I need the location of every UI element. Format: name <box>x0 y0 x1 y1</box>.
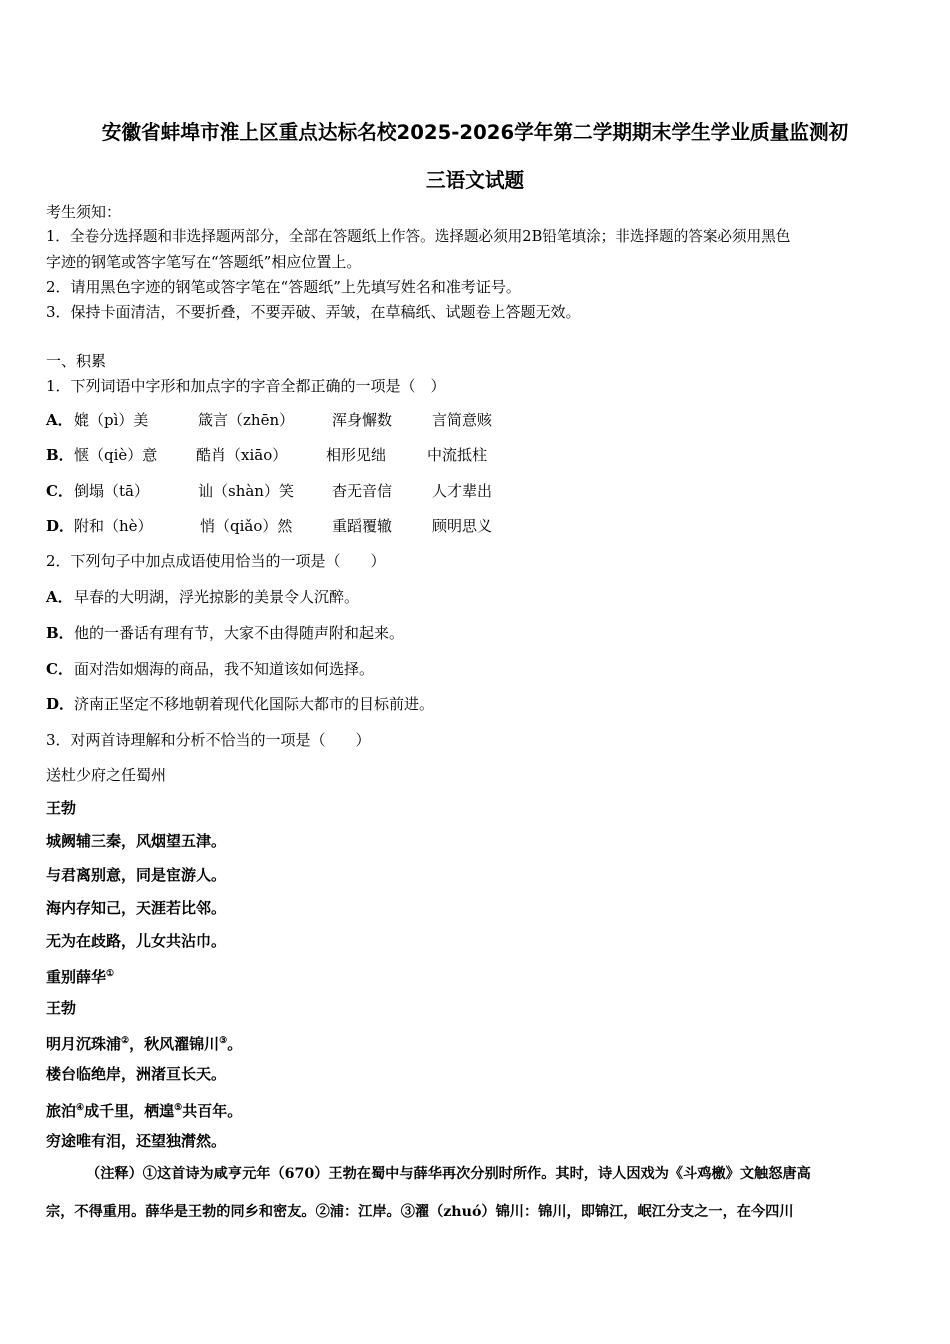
poem-1-title: 送杜少府之任蜀州 <box>46 766 167 784</box>
option-text: 早春的大明湖，浮光掠影的美景令人沉醉。 <box>74 588 360 606</box>
option-word: 杳无音信 <box>332 482 393 500</box>
poem-text: 旅泊 <box>46 1102 77 1120</box>
option-key: A． <box>46 411 73 429</box>
option-word: 箴言（zhēn） <box>198 411 295 429</box>
question-3-stem: 3．对两首诗理解和分析不恰当的一项是（ ） <box>46 731 371 749</box>
option-key: C． <box>46 660 73 678</box>
option-word: 浑身懈数 <box>332 411 393 429</box>
poem-2-author: 王勃 <box>46 999 77 1017</box>
poem-2-line-4: 穷途唯有泪，还望独潸然。 <box>46 1132 227 1150</box>
notice-item-2: 2．请用黑色字迹的钢笔或答字笔在“答题纸”上先填写姓名和准考证号。 <box>46 278 521 296</box>
section-heading: 一、积累 <box>46 352 107 370</box>
notice-item-3: 3．保持卡面清洁，不要折叠，不要弄破、弄皱，在草稿纸、试题卷上答题无效。 <box>46 303 581 321</box>
option-word: 酷肖（xiāo） <box>196 446 288 464</box>
option-word: 悄（qiǎo）然 <box>200 517 293 535</box>
option-key: D． <box>46 695 75 713</box>
poem-text: 共百年。 <box>182 1102 243 1120</box>
option-word: 人才辈出 <box>432 482 493 500</box>
option-word: 惬（qiè）意 <box>74 446 158 464</box>
poem-note-line-2: 宗，不得重用。薛华是王勃的同乡和密友。②浦：江岸。③濯（zhuó）锦川：锦川，即锦江，岷江分支之一，在今四川 <box>46 1204 794 1220</box>
option-key: C． <box>46 482 73 500</box>
footnote-marker: ③ <box>219 1036 228 1046</box>
question-2-stem: 2．下列句子中加点成语使用恰当的一项是（ ） <box>46 552 386 570</box>
exam-title-line2: 三语文试题 <box>425 169 525 192</box>
option-word: 附和（hè） <box>74 517 153 535</box>
poem-1-line-1: 城阙辅三秦，风烟望五津。 <box>46 832 227 850</box>
option-word: 相形见绌 <box>326 446 387 464</box>
option-word: 媲（pì）美 <box>74 411 149 429</box>
notice-item-1a: 1．全卷分选择题和非选择题两部分，全部在答题纸上作答。选择题必须用2B铅笔填涂；非选择题的答案必须用黑色 <box>46 228 791 245</box>
option-word: 讪（shàn）笑 <box>198 482 294 500</box>
poem-1-line-4: 无为在歧路，儿女共沾巾。 <box>46 932 227 950</box>
option-word: 言简意赅 <box>432 411 493 429</box>
poem-text: 成千里，栖遑 <box>84 1102 175 1120</box>
option-word: 顾明思义 <box>432 517 493 535</box>
poem-text: 明月沉珠浦 <box>46 1035 122 1053</box>
option-text: 面对浩如烟海的商品，我不知道该如何选择。 <box>74 660 375 678</box>
poem-2-line-2: 楼台临绝岸，洲渚亘长天。 <box>46 1065 227 1083</box>
option-word: 中流抵柱 <box>427 446 488 464</box>
poem-text: ，秋风濯锦川 <box>129 1035 220 1053</box>
option-text: 济南正坚定不移地朝着现代化国际大都市的目标前进。 <box>74 695 435 713</box>
question-1-stem: 1．下列词语中字形和加点字的字音全都正确的一项是（ ） <box>46 377 446 395</box>
poem-1-author: 王勃 <box>46 799 77 817</box>
option-key: D． <box>46 517 75 535</box>
poem-2-title-text: 重别薛华 <box>46 968 107 986</box>
notice-item-1b: 字迹的钢笔或答字笔写在“答题纸”相应位置上。 <box>46 253 362 271</box>
option-key: B． <box>46 446 74 464</box>
option-word: 倒塌（tā） <box>74 482 149 500</box>
poem-2-line-1 <box>46 1031 242 1054</box>
poem-2-title <box>46 964 114 987</box>
poem-text: 。 <box>227 1035 243 1053</box>
footnote-marker: ④ <box>76 1103 85 1113</box>
poem-1-line-2: 与君离别意，同是宦游人。 <box>46 866 227 884</box>
notice-heading: 考生须知： <box>46 203 122 221</box>
option-key: A． <box>46 588 73 606</box>
footnote-marker: ① <box>106 969 115 979</box>
option-key: B． <box>46 624 74 642</box>
footnote-marker: ② <box>121 1036 130 1046</box>
option-text: 他的一番话有理有节，大家不由得随声附和起来。 <box>74 624 405 642</box>
poem-note-line-1: （注释）①这首诗为咸亨元年（670）王勃在蜀中与薛华再次分别时所作。其时，诗人因戏为《斗鸡檄》文触怒唐高 <box>86 1166 811 1182</box>
poem-2-line-3 <box>46 1098 242 1121</box>
poem-1-line-3: 海内存知己，天涯若比邻。 <box>46 899 227 917</box>
option-word: 重蹈覆辙 <box>332 517 393 535</box>
exam-title-line1: 安徽省蚌埠市淮上区重点达标名校2025-2026学年第二学期期末学生学业质量监测初 <box>101 121 849 144</box>
footnote-marker: ⑤ <box>174 1103 183 1113</box>
